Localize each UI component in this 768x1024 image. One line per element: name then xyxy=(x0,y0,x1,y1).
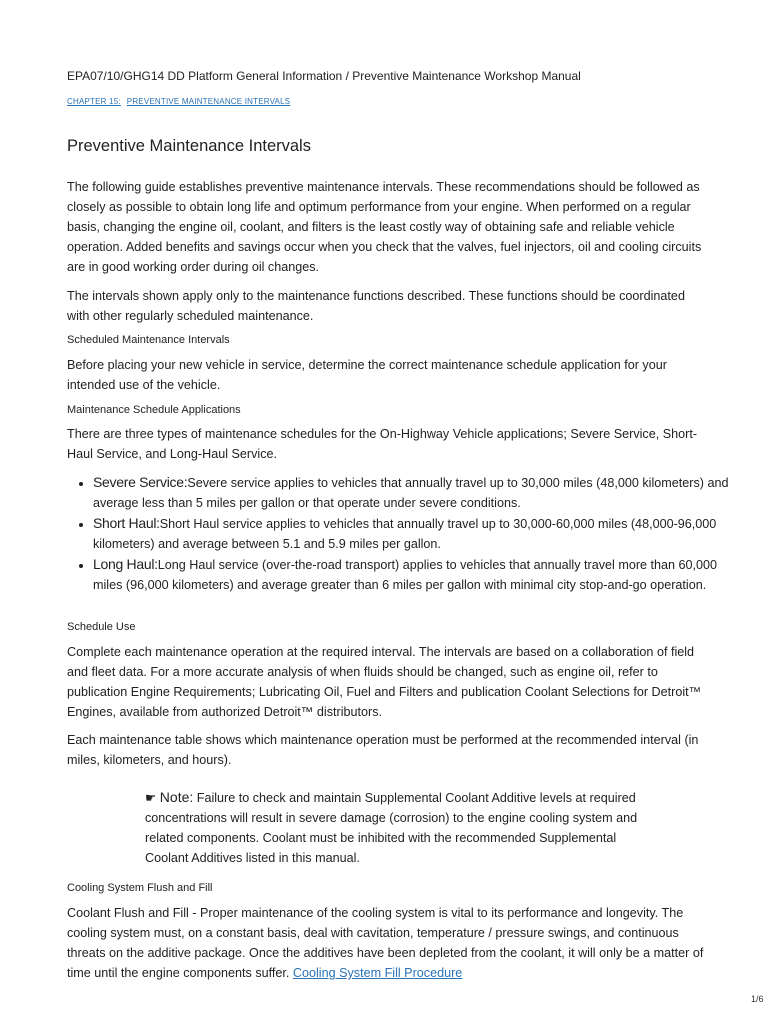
section-heading-cooling: Cooling System Flush and Fill xyxy=(67,882,213,894)
scheduled-paragraph: Before placing your new vehicle in service, determine the correct maintenance schedule application for your intended use of the vehicle. xyxy=(67,358,667,392)
page-number: 1/6 xyxy=(751,994,764,1004)
list-item-short-haul xyxy=(93,513,733,554)
item-text: Short Haul service applies to vehicles that annually travel up to 30,000-60,000 miles (48,000-96,000 kilometers) and average between 5.1 and 5.9 miles per gallon. xyxy=(93,517,717,551)
cooling-paragraph xyxy=(67,903,707,983)
schedule-use-paragraph-2: Each maintenance table shows which maintenance operation must be performed at the recommended interval (in miles, kilometers, and hours). xyxy=(67,733,699,767)
section-heading-applications: Maintenance Schedule Applications xyxy=(67,404,241,416)
item-text: Severe service applies to vehicles that annually travel up to 30,000 miles (48,000 kilometers) and average less than 5 miles per gallon or that operate under severe conditions. xyxy=(93,476,729,510)
intro-paragraph-1: The following guide establishes preventive maintenance intervals. These recommendations should be followed as closely as possible to obtain long life and optimum performance from your engine. When performed on a regular basis, changing the engine oil, coolant, and filters is the least costly way of obtaining safe and reliable vehicle operation. Added benefits and savings occur when you check that the valves, fuel injectors, oil and cooling circuits are in good working order during oil changes. xyxy=(67,180,702,274)
list-item-long-haul xyxy=(93,554,733,595)
item-label: Severe Service: xyxy=(93,474,188,490)
note-text: Failure to check and maintain Supplemental Coolant Additive levels at required concentrations will result in severe damage (corrosion) to the engine cooling system and related components. Coolant must be inhibited with the recommended Supplemental Coolant Additives listed in this manual. xyxy=(145,791,638,865)
note-label: Note: xyxy=(159,789,194,805)
page-title: Preventive Maintenance Intervals xyxy=(67,137,311,155)
schedule-use-paragraph-1: Complete each maintenance operation at the required interval. The intervals are based on a collaboration of field and fleet data. For a more accurate analysis of when fluids should be changed, such as engine oil, refer to publication Engine Requirements; Lubricating Oil, Fuel and Filters and publication Coolant Selections for Detroit™ Engines, available from authorized Detroit™ distributors. xyxy=(67,645,702,719)
breadcrumb-chapter[interactable]: CHAPTER 15: xyxy=(67,97,121,106)
schedule-types-list xyxy=(67,472,733,595)
cooling-fill-procedure-link[interactable]: Cooling System Fill Procedure xyxy=(292,966,463,980)
breadcrumb[interactable] xyxy=(67,97,296,106)
document-title: EPA07/10/GHG14 DD Platform General Information / Preventive Maintenance Workshop Manual xyxy=(67,69,581,83)
intro-paragraph-2: The intervals shown apply only to the maintenance functions described. These functions should be coordinated with other regularly scheduled maintenance. xyxy=(67,289,685,323)
item-label: Long Haul: xyxy=(93,556,158,572)
section-heading-scheduled: Scheduled Maintenance Intervals xyxy=(67,334,230,346)
cooling-text: Coolant Flush and Fill - Proper maintenance of the cooling system is vital to its performance and longevity. The cooling system must, on a constant basis, deal with cavitation, temperature / pressure swings, and continuous threats on the additive package. Once the additives have been depleted from the coolant, it will only be a matter of time until the engine components suffer. xyxy=(67,906,704,980)
section-heading-schedule-use: Schedule Use xyxy=(67,621,136,633)
applications-paragraph: There are three types of maintenance schedules for the On-Highway Vehicle applications; Severe Service, Short-Haul Service, and Long-Haul Service. xyxy=(67,427,698,461)
item-label: Short Haul: xyxy=(93,515,160,531)
item-text: Long Haul service (over-the-road transport) applies to vehicles that annually travel more than 60,000 miles (96,000 kilometers) and average greater than 6 miles per gallon with minimal city stop-and-go operation. xyxy=(93,558,718,592)
note-block xyxy=(145,787,645,868)
list-item-severe xyxy=(93,472,733,513)
breadcrumb-section[interactable]: PREVENTIVE MAINTENANCE INTERVALS xyxy=(126,97,291,106)
pointing-hand-icon: ☛ xyxy=(145,791,157,805)
